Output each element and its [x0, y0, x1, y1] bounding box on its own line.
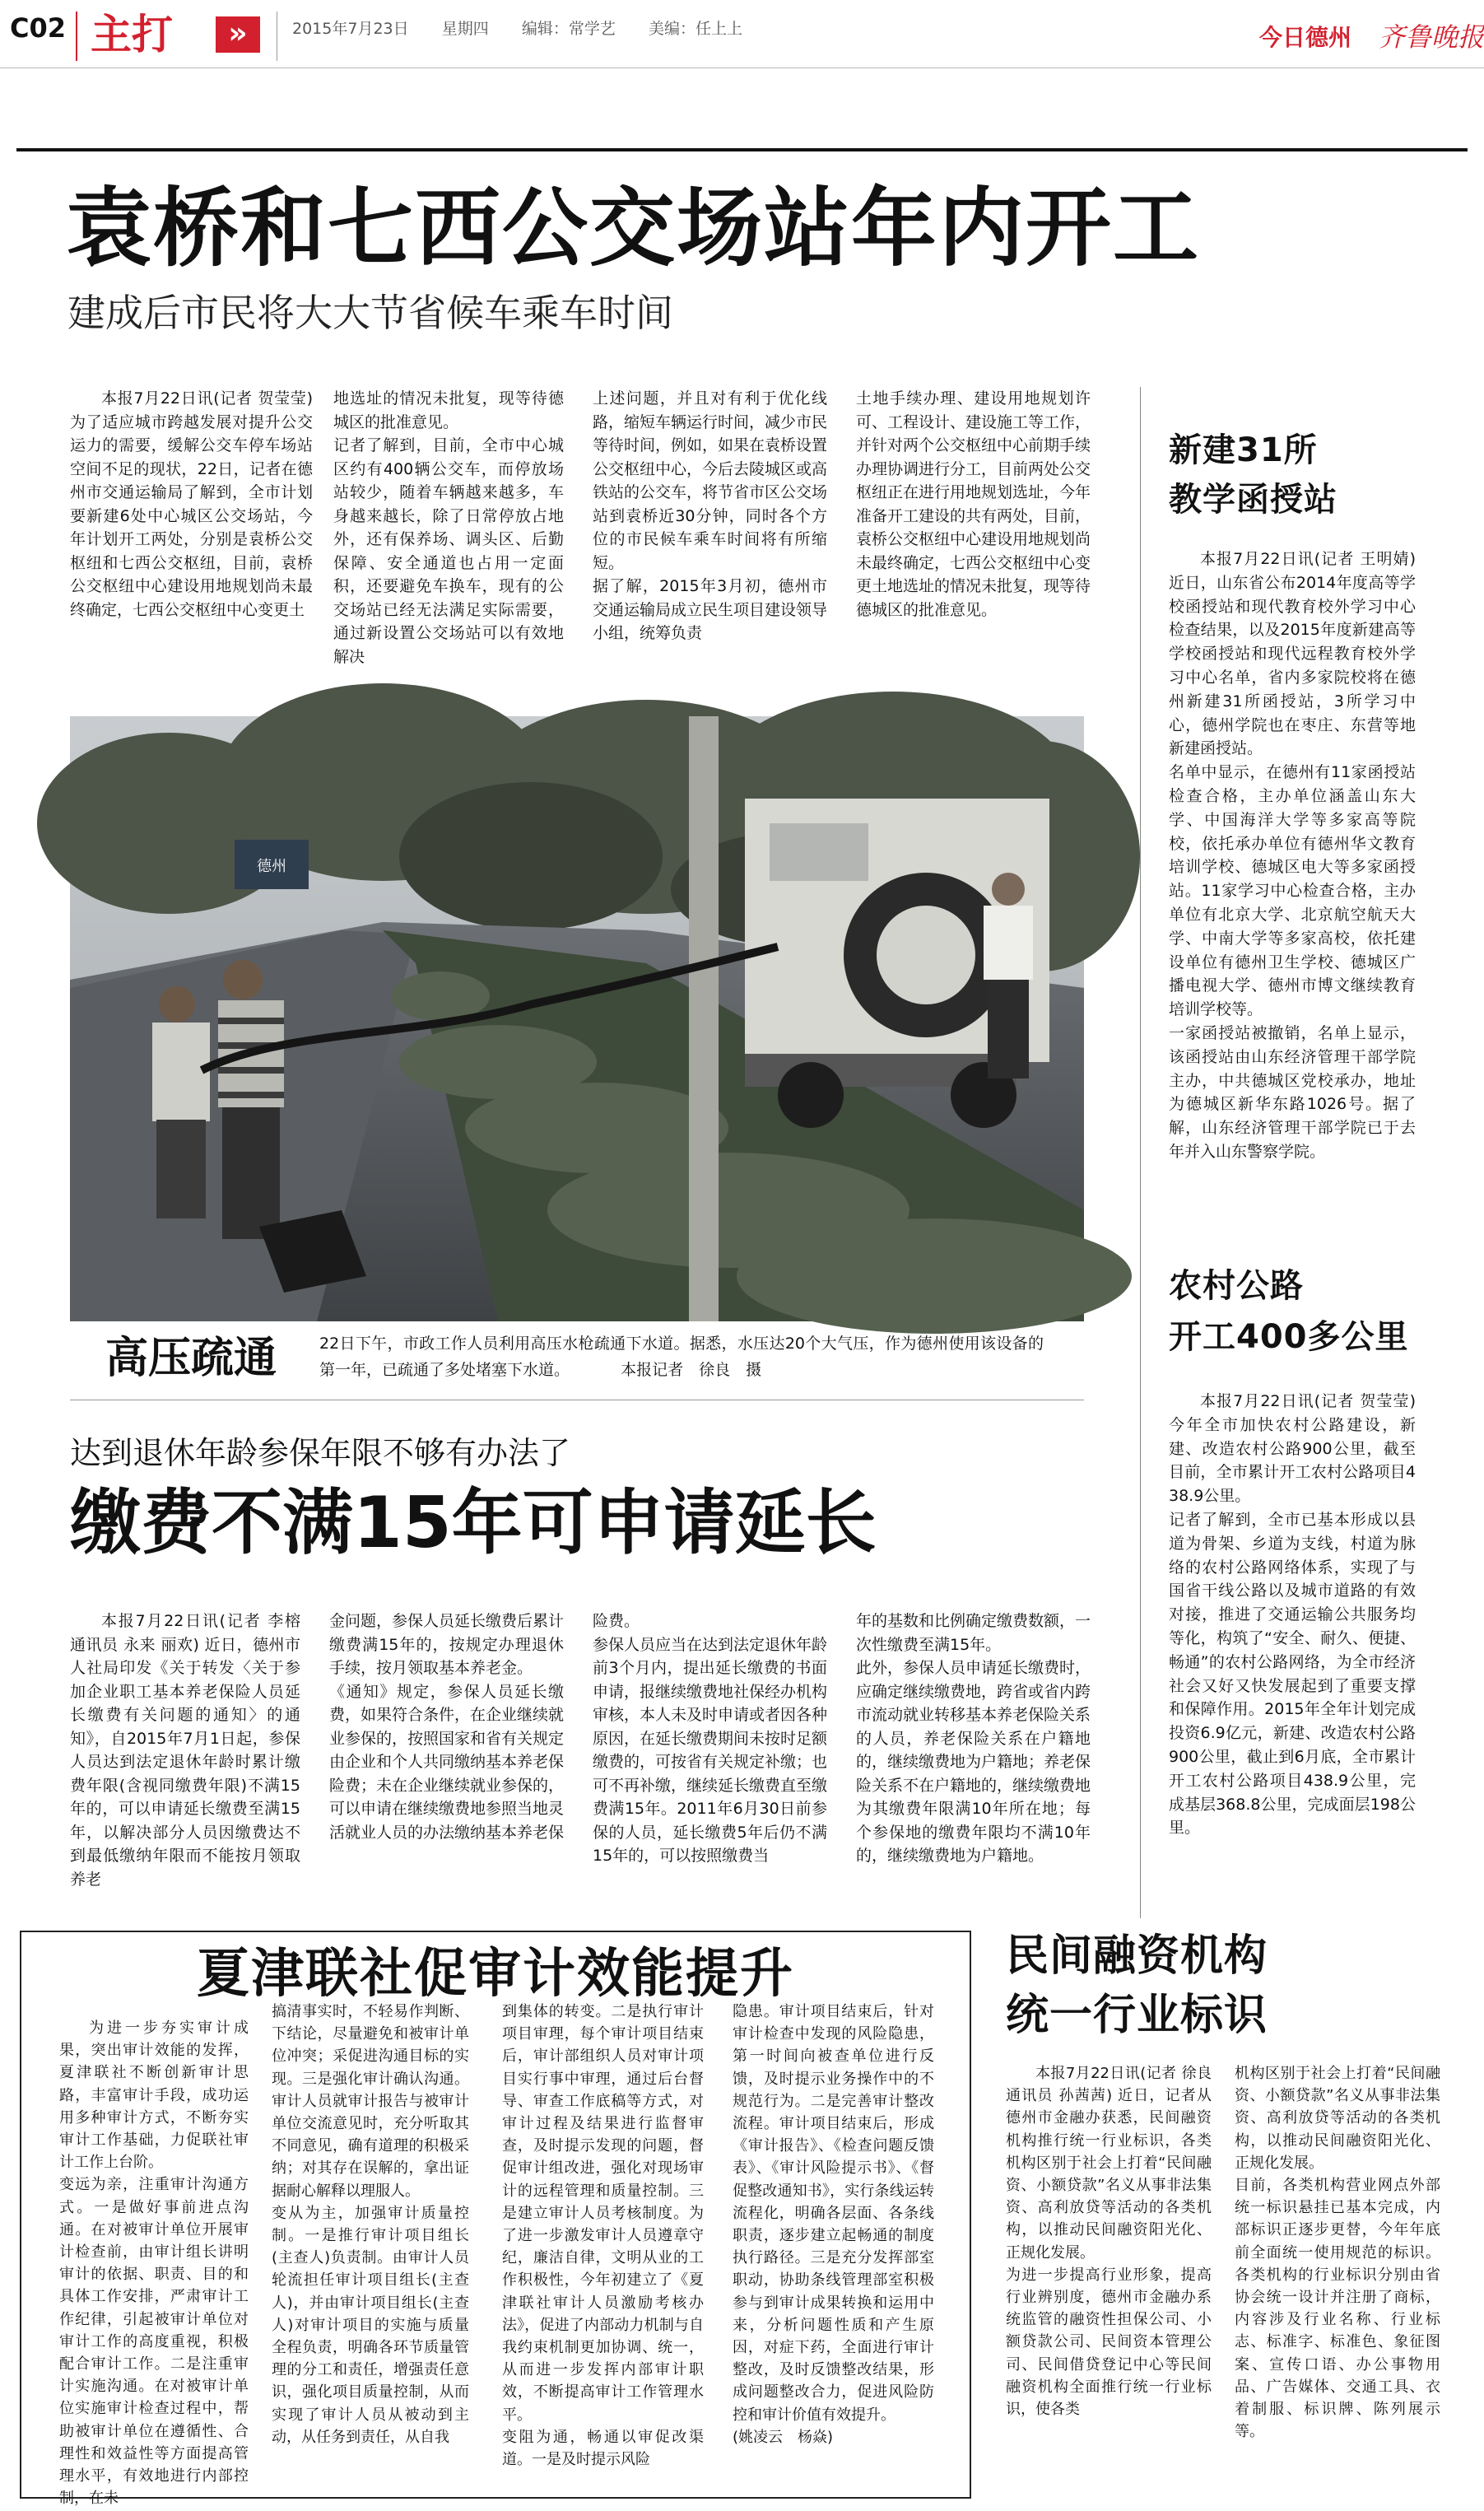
audit-col-3: [502, 2001, 704, 2486]
main-col-3-text: 上述问题，并且对有利于优化线路，缩短车辆运行时间，减少市民等待时间，例如，如果在袁桥设置公交枢纽中心，今后去陵城区或高铁站的公交车，将节省市区公交场站到袁桥近30分钟，同时各个方位的市民候车乘车时间将有所缩短。 据了解，2015年3月初，德州市交通运输局成立民生项目建设领导小组，统筹负责: [593, 389, 828, 642]
pension-col-2-text: 金问题，参保人员延长缴费后累计缴费满15年的，按规定办理退休手续，按月领取基本养老金。 《通知》规定，参保人员延长缴费，如果符合条件，在企业继续就业参保的，按照国家和省有关规定由企业和个人共同缴纳基本养老保险费；未在企业继续就业参保的，可以申请在继续缴费地参照当地灵活就业人员的办法缴纳基本养老保: [329, 1612, 565, 1842]
main-subhead: 建成后市民将大大节省候车乘车时间: [67, 291, 673, 335]
main-headline: 袁桥和七西公交场站年内开工: [66, 178, 1201, 278]
main-col-4: [856, 387, 1091, 667]
page-number: C02: [10, 12, 67, 44]
header-divider: [76, 12, 77, 61]
audit-col-2: [272, 2001, 469, 2486]
photo-caption-text: [319, 1330, 1044, 1383]
pension-col-3: [593, 1610, 827, 1894]
audit-col-2-text: 搞清事实时，不轻易作判断、下结论，尽量避免和被审计单位冲突；采促进沟通目标的实现。三是强化审计确认沟通。审计人员就审计报告与被审计单位交流意见时，充分听取其不同意见，确有道理的积极采纳；对其存在误解的，拿出证据耐心解释以理服人。 变从为主，加强审计质量控制。一是推行审计项目组长(主查人)负责制。由审计人员轮流担任审计项目组长(主查人)，并由审计项目组长(主查人)对审计项目的实施与质量全程负责，明确各环节质量管理的分工和责任，增强责任意识，强化项目质量控制，从而实现了审计人员从被动到主动，从任务到责任，从自我: [272, 2003, 469, 2446]
audit-col-1-text: 为进一步夯实审计成果，突出审计效能的发挥，夏津联社不断创新审计思路，丰富审计手段，成功运用多种审计方式，不断夯实审计工作基础，力促联社审计工作上台阶。 变远为亲，注重审计沟通方式。一是做好事前进点沟通。在对被审计单位开展审计检查前，由审计组长讲明审计的依据、职责、目的和具体工作安排，严肃审计工作纪律，引起被审计单位对审计工作的高度重视，积极配合审计工作。二是注重审计实施沟通。在对被审计单位实施审计检查过程中，帮助被审计单位在遵循性、合理性和效益性等方面提高管理水平，有效地进行内部控制，在未: [59, 2020, 249, 2508]
main-col-4-text: 土地手续办理、建设用地规划许可、工程设计、建设施工等工作，并针对两个公交枢纽中心前期手续办理协调进行分工，目前两处公交枢纽正在进行用地规划选址，今年准备开工建设的共有两处，目前，袁桥公交枢纽中心建设用地规划尚未最终确定，七西公交枢纽中心变更土地选址的情况未批复，现等待德城区的批准意见。: [856, 389, 1091, 619]
finance-headline-1: 民间融资机构: [1006, 1931, 1268, 1981]
finance-col-2-text: 机构区别于社会上打着“民间融资、小额贷款”名义从事非法集资、高利放贷等活动的各类机构，以推动民间融资阳光化、正规化发展。 目前，各类机构营业网点外部统一标识悬挂已基本完成，内部标识正逐步更替，今年年底前全面统一使用规范的标识。各类机构的行业标识分别由省协会统一设计并注册了商标，内容涉及行业名称、行业标志、标准字、标准色、象征图案、宣传口语、办公事物用品、广告媒体、交通工具、衣着制服、标识牌、陈列展示等。: [1235, 2065, 1440, 2441]
pension-col-1: [70, 1610, 300, 1894]
pension-col-4-text: 年的基数和比例确定缴费数额，一次性缴费至满15年。 此外，参保人员申请延长缴费时，应确定继续缴费地，跨省或省内跨市流动就业转移基本养老保险关系的人员，养老保险关系在户籍地的，继续缴费地为户籍地；养老保险关系不在户籍地的，继续缴费地为其缴费年限满10年所在地；每个参保地的缴费年限均不满10年的，继续缴费地为户籍地。: [856, 1612, 1091, 1865]
pension-col-3-text: 险费。 参保人员应当在达到法定退休年龄前3个月内，提出延长缴费的书面申请，报继续缴费地社保经办机构审核，本人未及时申请或者因各种原因，在延长缴费期间未按时足额缴费的，可按省有关规定补缴；也可不再补缴，继续延长缴费直至缴费满15年。2011年6月30日前参保的人员，延长缴费5年后仍不满15年的，可以按照缴费当: [593, 1612, 828, 1865]
news-photo: [70, 716, 1084, 1321]
street-sign-text: 德州: [257, 858, 286, 875]
finance-headline-2: 统一行业标识: [1006, 1991, 1268, 2040]
road-body-text: 本报7月22日讯(记者 贺莹莹) 今年全市加快农村公路建设，新建、改造农村公路900公里，截至目前，全市累计开工农村公路项目438.9公里。 记者了解到，全市已基本形成以县道为骨架、乡道为支线，村道为脉络的农村公路网络体系，实现了与国省干线公路以及城市道路的有效对接，推进了交通运输公共服务均等化，构筑了“安全、耐久、便捷、畅通”的农村公路网络，为全市经济社会又好又快发展起到了重要支撑和保障作用。2015年全年计划完成投资6.9亿元，新建、改造农村公路900公里，截止到6月底，全市累计开工农村公路项目438.9公里，完成基层368.8公里，完成面层198公里。: [1169, 1392, 1416, 1838]
main-col-1: [70, 387, 313, 667]
section-name: 主打: [91, 11, 173, 58]
college-headline-1: 新建31所: [1169, 431, 1318, 469]
pension-headline: 缴费不满15年可申请延长: [70, 1482, 877, 1564]
audit-col-4: [733, 2001, 934, 2486]
finance-col-2: [1235, 2062, 1440, 2495]
road-body: [1169, 1390, 1416, 1900]
road-headline-2: 开工400多公里: [1169, 1318, 1409, 1356]
main-col-1-text: 本报7月22日讯(记者 贺莹莹) 为了适应城市跨越发展对提升公交运力的需要，缓解公交车停车场站空间不足的现状，22日，记者在德州市交通运输局了解到，全市计划要新建6处中心城区公交场站，今年计划开工两处，分别是袁桥公交枢纽和七西公交枢纽，目前，袁桥公交枢纽中心建设用地规划尚未最终确定，七西公交枢纽中心变更土: [70, 389, 313, 619]
road-headline-1: 农村公路: [1169, 1267, 1304, 1305]
photo-caption-title: 高压疏通: [105, 1334, 277, 1383]
photo-illustration: [70, 716, 1084, 1321]
college-headline-2: 教学函授站: [1169, 481, 1337, 519]
pension-col-1-text: 本报7月22日讯(记者 李榕 通讯员 永来 丽欢) 近日，德州市人社局印发《关于转发〈关于参加企业职工基本养老保险人员延长缴费有关问题的通知〉的通知》，自2015年7月1日起，参保人员达到法定退休年龄时累计缴费年限(含视同缴费年限)不满15年的，可以申请延长缴费至满15年，以解决部分人员因缴费达不到最低缴纳年限而不能按月领取养老: [70, 1612, 300, 1889]
pension-col-2: [329, 1610, 564, 1894]
main-col-2: [333, 387, 564, 667]
finance-col-1-text: 本报7月22日讯(记者 徐良 通讯员 孙茜茜) 近日，记者从德州市金融办获悉，民间融资机构推行统一行业标识，各类机构区别于社会上打着“民间融资、小额贷款”名义从事非法集资、高利放贷等活动的各类机构，以推动民间融资阳光化、正规化发展。 为进一步提高行业形象，提高行业辨别度，德州市金融办系统监管的融资性担保公司、小额贷款公司、民间资本管理公司、民间借贷登记中心等民间融资机构全面推行统一行业标识，使各类: [1006, 2065, 1212, 2419]
college-body-text: 本报7月22日讯(记者 王明婧) 近日，山东省公布2014年度高等学校函授站和现代教育校外学习中心检查结果，以及2015年度新建高等学校函授站和现代远程教育校外学习中心名单，省内多家院校将在德州新建31所函授站，3所学习中心，德州学院也在枣庄、东营等地新建函授站。 名单中显示，在德州有11家函授站检查合格，主办单位涵盖山东大学、中国海洋大学等多家高等院校，依托承办单位有德州华文教育培训学校、德城区电大等多家函授站。11家学习中心检查合格，主办单位有北京大学、北京航空航天大学、中南大学等多家高校，依托建设单位有德州卫生学校、德城区广播电视大学、德州市博文继续教育培训学校等。 一家函授站被撤销，名单上显示，该函授站由山东经济管理干部学院主办，中共德城区党校承办，地址为德城区新华东路1026号。据了解，山东经济管理干部学院已于去年并入山东警察学院。: [1169, 550, 1416, 1161]
pension-kicker: 达到退休年龄参保年限不够有办法了: [70, 1435, 571, 1471]
designer-credit: 美编：任上上: [648, 20, 742, 38]
audit-headline: 夏津联社促审计效能提升: [197, 1944, 794, 2005]
top-rule: [16, 148, 1468, 151]
header-meta: [292, 16, 742, 39]
finance-col-1: [1006, 2062, 1212, 2495]
audit-col-3-text: 到集体的转变。二是执行审计项目审理，每个审计项目结束后，审计部组织人员对审计项目实行事中审理，通过后台督导、审查工作底稿等方式，对审计过程及结果进行监督审查，及时提示发现的问题，督促审计组改进，强化对现场审计的远程管理和质量控制。三是建立审计人员考核制度。为了进一步激发审计人员遵章守纪，廉洁自律，文明从业的工作积极性，今年初建立了《夏津联社审计人员激励考核办法》，促进了内部动力机制与自我约束机制更加协调、统一，从而进一步发挥内部审计职效，不断提高审计工作管理水平。 变阻为通，畅通以审促改渠道。一是及时提示风险: [502, 2003, 704, 2469]
main-col-2-text: 地选址的情况未批复，现等待德城区的批准意见。 记者了解到，目前，全市中心城区约有400辆公交车，而停放场站较少，随着车辆越来越多，车身越来越长，除了日常停放占地外，还有保养场、调头区、后勤保障、安全通道也占用一定面积，还要避免车换车，现有的公交场站已经无法满足实际需要，通过新设置公交场站可以有效地解决: [333, 389, 564, 666]
college-body: [1169, 547, 1416, 1190]
editor-credit: 编辑：常学艺: [521, 20, 616, 38]
audit-col-1: [59, 2017, 249, 2508]
main-col-3: [593, 387, 827, 667]
paper-logo: 齐鲁晚报: [1379, 21, 1484, 53]
brand-label: 今日德州: [1259, 24, 1352, 51]
issue-date: 2015年7月23日: [292, 20, 409, 38]
issue-weekday: 星期四: [441, 20, 489, 38]
audit-col-4-text: 隐患。审计项目结束后，针对审计检查中发现的风险隐患，第一时间向被查单位进行反馈，及时提示业务操作中的不规范行为。二是完善审计整改流程。审计项目结束后，形成《审计报告》、《检查问题反馈表》、《审计风险提示书》、《督促整改通知书》，实行条线运转流程化，明确各层面、各条线职责，逐步建立起畅通的制度执行路径。三是充分发挥部室职动，协助条线管理部室积极参与到审计成果转换和运用中来，分析问题性质和产生原因，对症下药，全面进行审计整改，及时反馈整改结果，形成问题整改合力，促进风险防控和审计价值有效提升。 (姚凌云 杨焱): [733, 2003, 934, 2446]
section-arrow-icon: »: [216, 16, 260, 53]
sidebar-divider: [1140, 387, 1141, 1918]
pension-col-4: [856, 1610, 1091, 1894]
photo-caption-body: 22日下午，市政工作人员利用高压水枪疏通下水道。据悉，水压达20个大气压，作为德州使用该设备的第一年，已疏通了多处堵塞下水道。: [319, 1335, 1044, 1379]
photo-credit: 本报记者 徐良 摄: [621, 1361, 762, 1379]
